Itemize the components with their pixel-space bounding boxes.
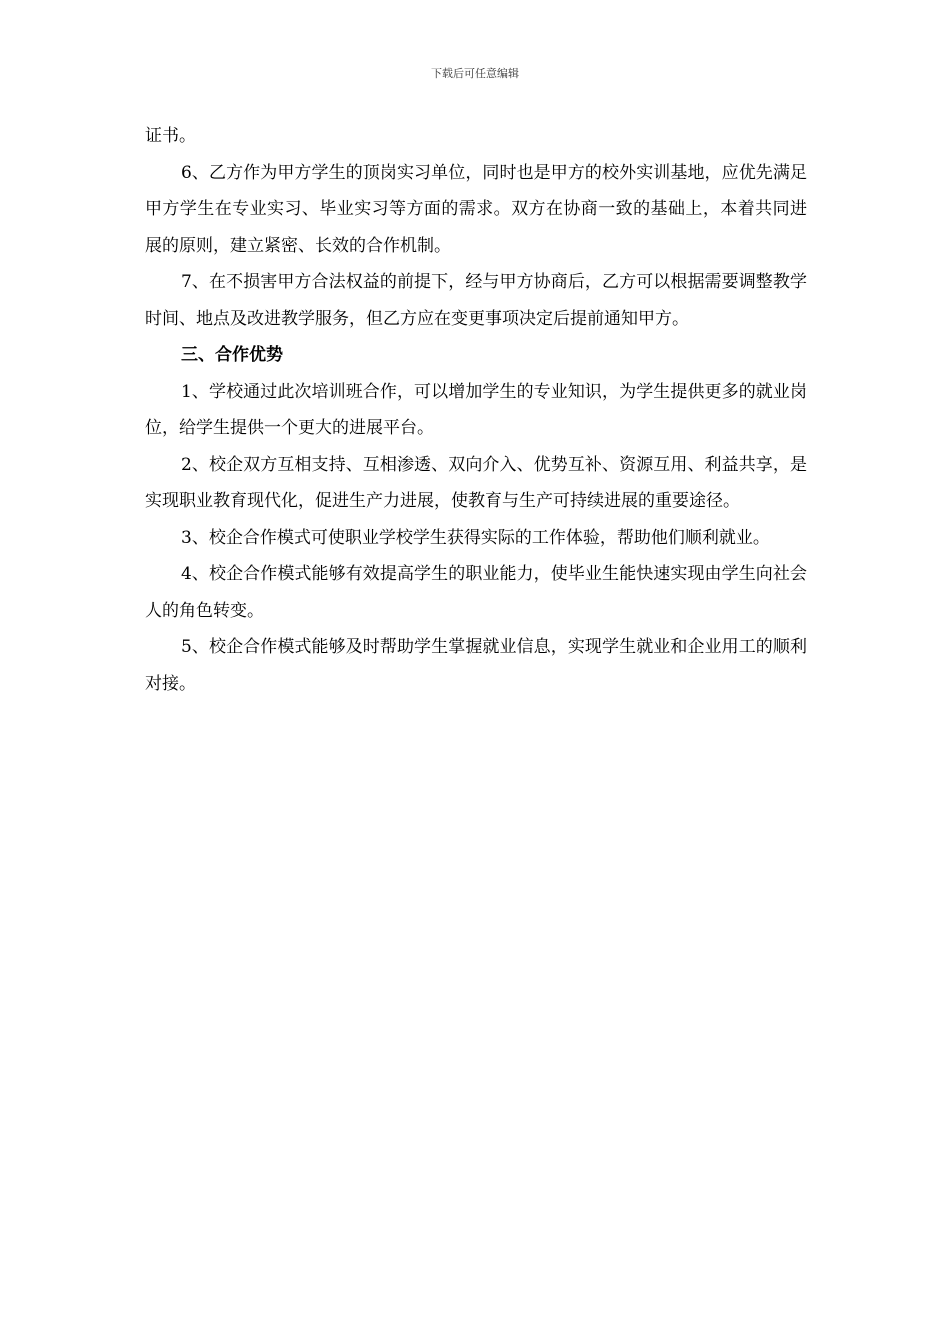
paragraph-advantage-3: 3、校企合作模式可使职业学校学生获得实际的工作体验，帮助他们顺利就业。 <box>181 527 770 548</box>
document-body <box>145 118 807 702</box>
paragraph-continuation: 证书。 <box>145 126 196 146</box>
paragraph-item-7: 7、在不损害甲方合法权益的前提下，经与甲方协商后，乙方可以根据需要调整教学时间、地点及改进教学服务，但乙方应在变更事项决定后提前通知甲方。 <box>145 272 807 329</box>
paragraph-advantage-5: 5、校企合作模式能够及时帮助学生掌握就业信息，实现学生就业和企业用工的顺利对接。 <box>145 637 807 694</box>
paragraph-advantage-4: 4、校企合作模式能够有效提高学生的职业能力，使毕业生能快速实现由学生向社会人的角色转变。 <box>145 564 807 621</box>
paragraph-advantage-1: 1、学校通过此次培训班合作，可以增加学生的专业知识，为学生提供更多的就业岗位，给学生提供一个更大的进展平台。 <box>145 381 807 438</box>
paragraph-advantage-2: 2、校企双方互相支持、互相渗透、双向介入、优势互补、资源互用、利益共享，是实现职业教育现代化，促进生产力进展，使教育与生产可持续进展的重要途径。 <box>145 454 807 511</box>
page-header: 下载后可任意编辑 <box>431 67 519 80</box>
section-heading-cooperation-advantages: 三、合作优势 <box>181 345 283 365</box>
paragraph-item-6: 6、乙方作为甲方学生的顶岗实习单位，同时也是甲方的校外实训基地，应优先满足甲方学生在专业实习、毕业实习等方面的需求。双方在协商一致的基础上，本着共同进展的原则，建立紧密、长效的合作机制。 <box>145 162 807 256</box>
